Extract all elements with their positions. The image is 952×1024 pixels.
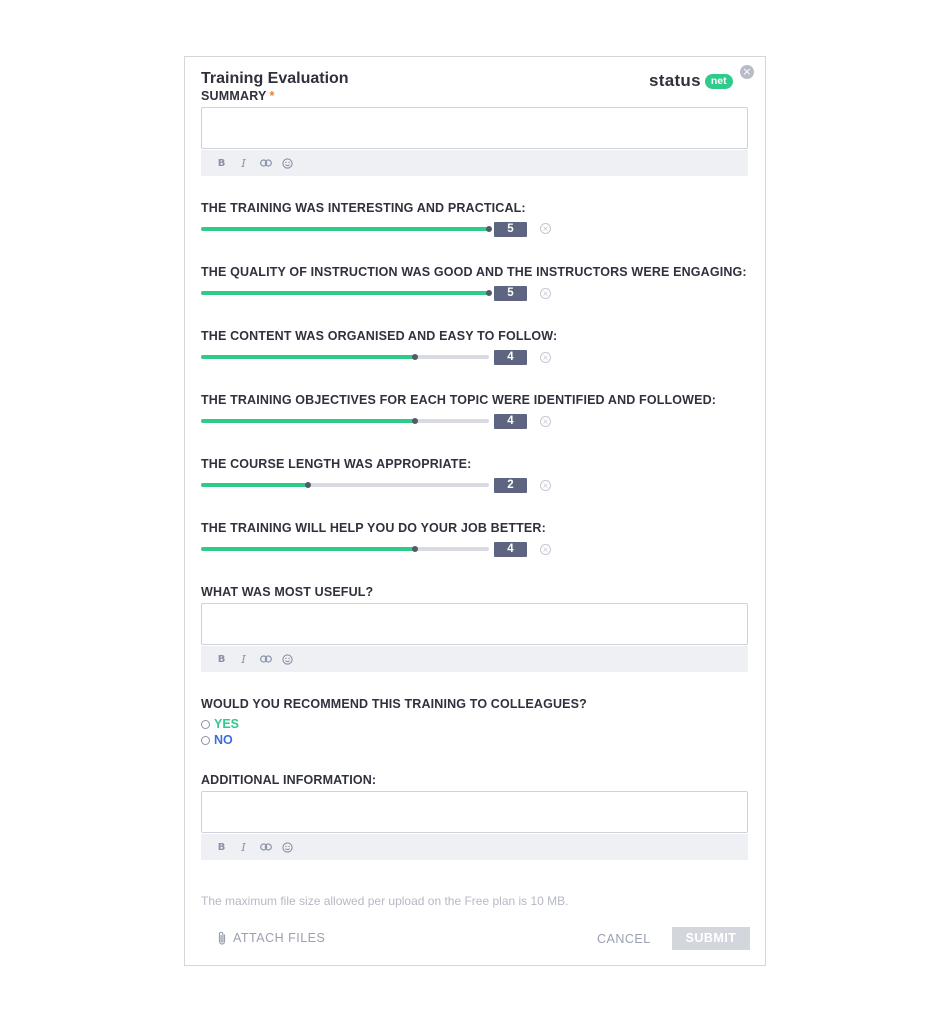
- summary-toolbar: [201, 150, 748, 176]
- clear-icon[interactable]: ×: [540, 480, 551, 491]
- rating-slider[interactable]: [201, 418, 489, 424]
- clear-icon[interactable]: ×: [540, 223, 551, 234]
- slider-fill: [201, 419, 415, 423]
- cancel-button[interactable]: CANCEL: [597, 932, 651, 946]
- bold-button[interactable]: B: [217, 653, 226, 665]
- slider-fill: [201, 355, 415, 359]
- emoji-icon[interactable]: [281, 653, 294, 666]
- rating-value: 2: [494, 478, 527, 493]
- slider-thumb[interactable]: [412, 418, 418, 424]
- radio-circle[interactable]: [201, 736, 210, 745]
- most-useful-label: WHAT WAS MOST USEFUL?: [201, 585, 374, 599]
- link-icon[interactable]: [259, 841, 272, 854]
- rating-slider[interactable]: [201, 546, 489, 552]
- attach-files-label: ATTACH FILES: [233, 931, 326, 945]
- radio-yes-label: YES: [214, 717, 240, 731]
- clear-icon[interactable]: ×: [540, 288, 551, 299]
- question-label: THE TRAINING WILL HELP YOU DO YOUR JOB BETTER:: [201, 521, 546, 535]
- rating-slider[interactable]: [201, 482, 489, 488]
- question-label: THE QUALITY OF INSTRUCTION WAS GOOD AND THE INSTRUCTORS WERE ENGAGING:: [201, 265, 747, 279]
- slider-fill: [201, 227, 489, 231]
- rating-slider[interactable]: [201, 290, 489, 296]
- slider-thumb[interactable]: [305, 482, 311, 488]
- slider-thumb[interactable]: [486, 290, 492, 296]
- radio-circle[interactable]: [201, 720, 210, 729]
- radio-yes[interactable]: [201, 717, 239, 731]
- rating-value: 5: [494, 286, 527, 301]
- required-marker: *: [269, 89, 275, 103]
- additional-input[interactable]: [201, 791, 748, 833]
- rating-value: 4: [494, 414, 527, 429]
- form-title: Training Evaluation: [201, 70, 349, 87]
- question-label: THE COURSE LENGTH WAS APPROPRIATE:: [201, 457, 472, 471]
- question-label: THE CONTENT WAS ORGANISED AND EASY TO FOLLOW:: [201, 329, 558, 343]
- additional-label: ADDITIONAL INFORMATION:: [201, 773, 377, 787]
- link-icon[interactable]: [259, 653, 272, 666]
- logo-badge: net: [705, 74, 733, 89]
- clear-icon[interactable]: ×: [540, 352, 551, 363]
- question-label: THE TRAINING WAS INTERESTING AND PRACTICAL:: [201, 201, 526, 215]
- italic-button[interactable]: I: [241, 156, 246, 170]
- slider-thumb[interactable]: [412, 546, 418, 552]
- file-size-note: The maximum file size allowed per upload on the Free plan is 10 MB.: [201, 894, 569, 908]
- slider-thumb[interactable]: [486, 226, 492, 232]
- bold-button[interactable]: B: [217, 157, 226, 169]
- radio-no-label: NO: [214, 733, 233, 747]
- summary-input[interactable]: [201, 107, 748, 149]
- rating-slider[interactable]: [201, 226, 489, 232]
- recommend-label: WOULD YOU RECOMMEND THIS TRAINING TO COLLEAGUES?: [201, 697, 587, 711]
- question-label: THE TRAINING OBJECTIVES FOR EACH TOPIC WERE IDENTIFIED AND FOLLOWED:: [201, 393, 717, 407]
- slider-fill: [201, 547, 415, 551]
- italic-button[interactable]: I: [241, 652, 246, 666]
- rating-value: 5: [494, 222, 527, 237]
- attach-files-button[interactable]: [216, 931, 325, 945]
- clear-icon[interactable]: ×: [540, 416, 551, 427]
- status-net-logo: [649, 71, 733, 91]
- most-useful-toolbar: [201, 646, 748, 672]
- submit-button[interactable]: SUBMIT: [672, 927, 750, 950]
- additional-toolbar: [201, 834, 748, 860]
- radio-no[interactable]: [201, 733, 233, 747]
- paperclip-icon: [216, 931, 228, 945]
- slider-fill: [201, 483, 308, 487]
- summary-label: SUMMARY *: [201, 89, 275, 103]
- logo-text: status: [649, 71, 701, 90]
- most-useful-input[interactable]: [201, 603, 748, 645]
- emoji-icon[interactable]: [281, 841, 294, 854]
- bold-button[interactable]: B: [217, 841, 226, 853]
- slider-thumb[interactable]: [412, 354, 418, 360]
- rating-value: 4: [494, 542, 527, 557]
- clear-icon[interactable]: ×: [540, 544, 551, 555]
- rating-slider[interactable]: [201, 354, 489, 360]
- close-icon[interactable]: ×: [740, 65, 754, 79]
- italic-button[interactable]: I: [241, 840, 246, 854]
- slider-fill: [201, 291, 489, 295]
- emoji-icon[interactable]: [281, 157, 294, 170]
- rating-value: 4: [494, 350, 527, 365]
- link-icon[interactable]: [259, 157, 272, 170]
